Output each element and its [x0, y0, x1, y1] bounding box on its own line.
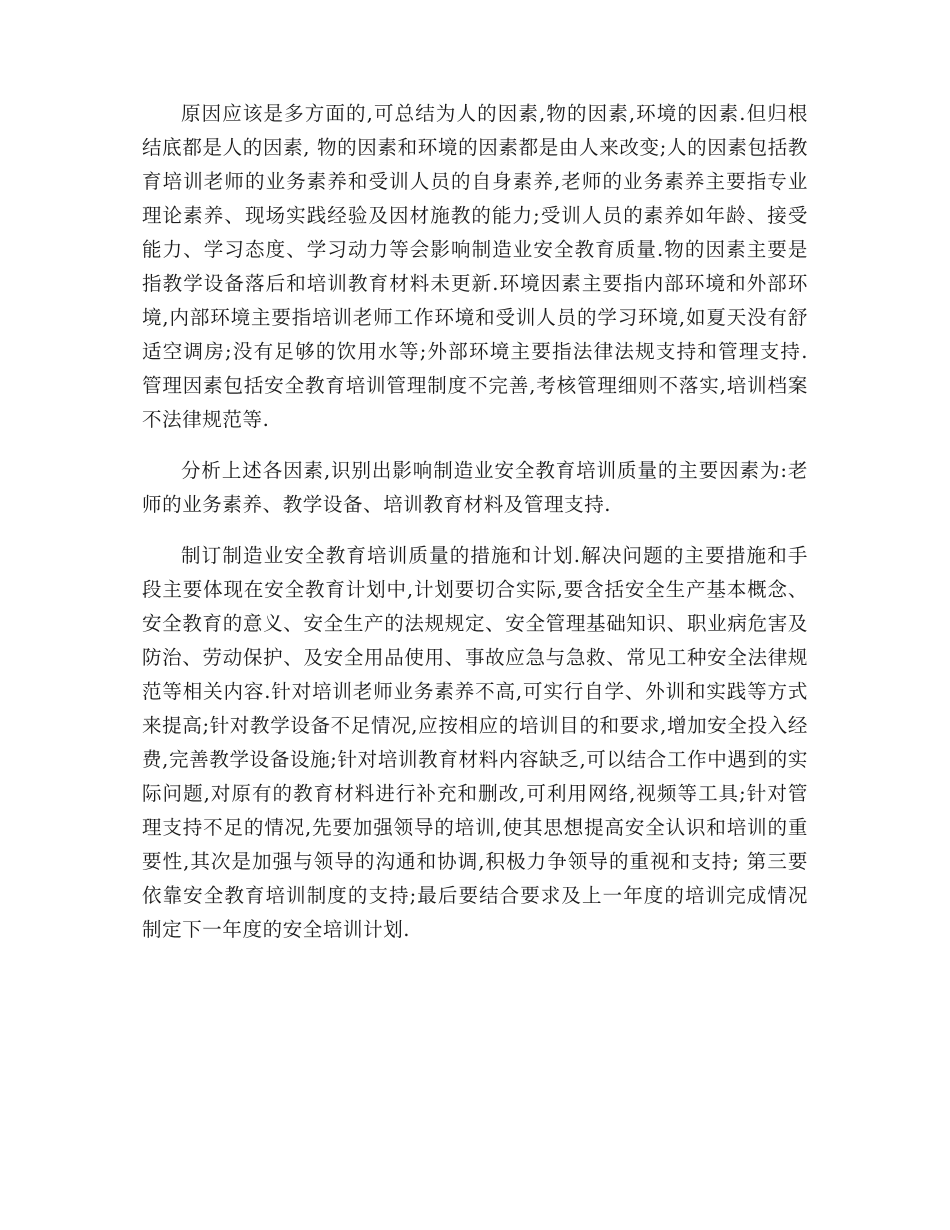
paragraph-causes: 原因应该是多方面的,可总结为人的因素,物的因素,环境的因素.但归根结底都是人的因素, 物的因素和环境的因素都是由人来改变;人的因素包括教育培训老师的业务素养和受训人员的自身素养,老师的业务素养主要指专业理论素养、现场实践经验及因材施教的能力;受训人员的素养如年龄、接受能力、学习态度、学习动力等会影响制造业安全教育质量.物的因素主要是指教学设备落后和培训教育材料未更新.环境因素主要指内部环境和外部环境,内部环境主要指培训老师工作环境和受训人员的学习环境,如夏天没有舒适空调房;没有足够的饮用水等;外部环境主要指法律法规支持和管理支持. 管理因素包括安全教育培训管理制度不完善,考核管理细则不落实,培训档案不法律规范等. — [142, 102, 808, 431]
paragraph-measures: 制订制造业安全教育培训质量的措施和计划.解决问题的主要措施和手段主要体现在安全教育计划中,计划要切合实际,要含括安全生产基本概念、安全教育的意义、安全生产的法规规定、安全管理基础知识、职业病危害及防治、劳动保护、及安全用品使用、事故应急与急救、常见工种安全法律规范等相关内容.针对培训老师业务素养不高,可实行自学、外训和实践等方式来提高;针对教学设备不足情况,应按相应的培训目的和要求,增加安全投入经费,完善教学设备设施;针对培训教育材料内容缺乏,可以结合工作中遇到的实际问题,对原有的教育材料进行补充和删改,可利用网络,视频等工具;针对管理支持不足的情况,先要加强领导的培训,使其思想提高安全认识和培训的重要性,其次是加强与领导的沟通和协调,积极力争领导的重视和支持; 第三要依靠安全教育培训制度的支持;最后要结合要求及上一年度的培训完成情况制定下一年度的安全培训计划. — [142, 544, 808, 941]
paragraph-analysis: 分析上述各因素,识别出影响制造业安全教育培训质量的主要因素为:老师的业务素养、教学设备、培训教育材料及管理支持. — [142, 459, 808, 516]
document-body — [142, 97, 808, 964]
